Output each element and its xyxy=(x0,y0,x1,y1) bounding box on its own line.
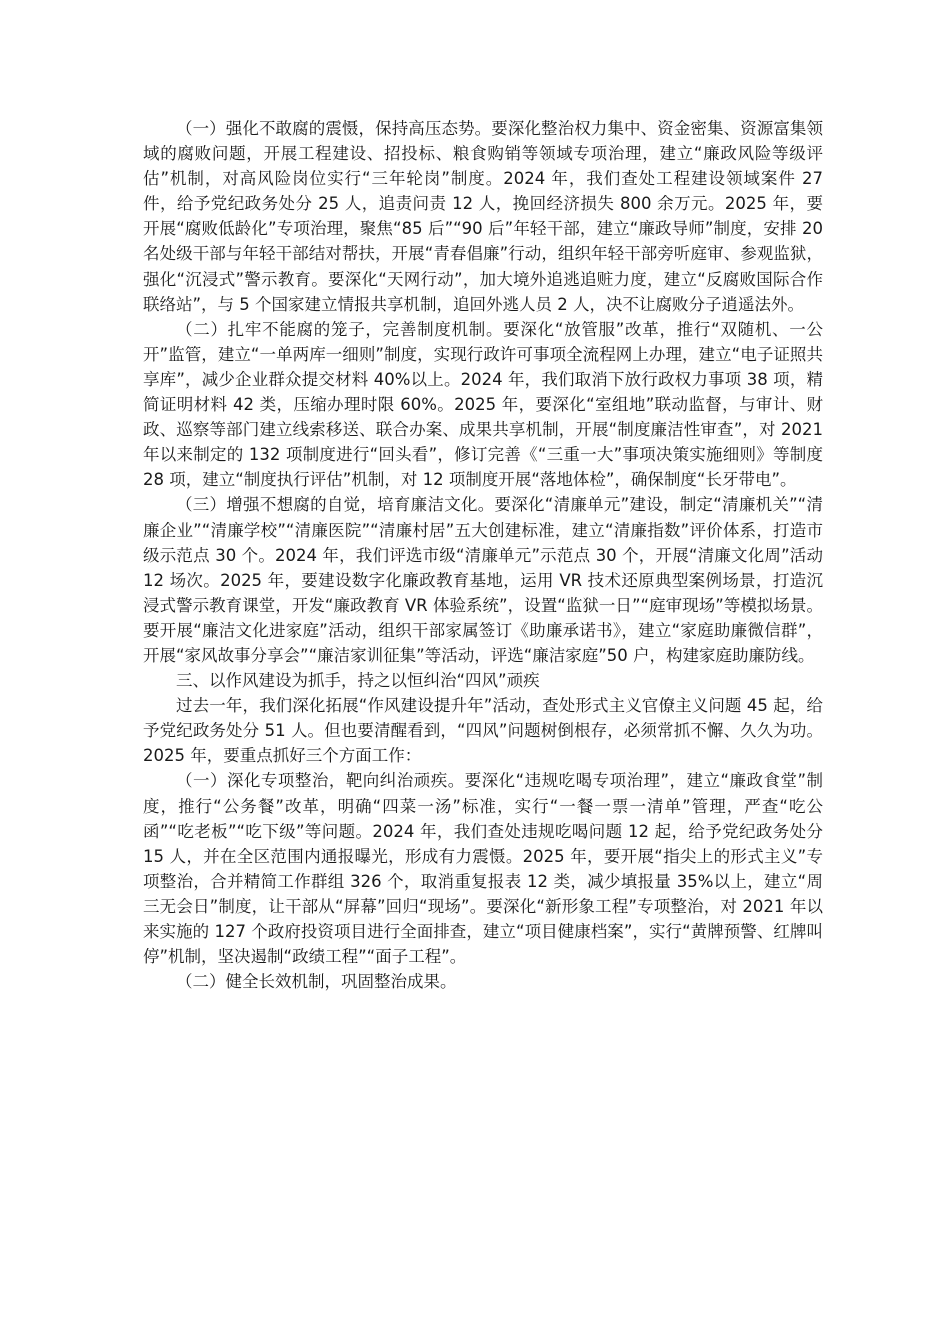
document-body xyxy=(143,116,823,994)
paragraph-special-rectification: （一）深化专项整治，靶向纠治顽疾。要深化“违规吃喝专项治理”，建立“廉政食堂”制度，推行“公务餐”改革，明确“四菜一汤”标准，实行“一餐一票一清单”管理，严查“吃公函”“吃老板”“吃下级”等问题。2024 年，我们查处违规吃喝问题 12 起，给予党纪政务处分 15 人，并在全区范围内通报曝光，形成有力震慑。2025 年，要开展“指尖上的形式主义”专项整治，合并精简工作群组 326 个，取消重复报表 12 类，减少填报量 35%以上，建立“周三无会日”制度，让干部从“屏幕”回归“现场”。要深化“新形象工程”专项整治，对 2021 年以来实施的 127 个政府投资项目进行全面排查，建立“项目健康档案”，实行“黄牌预警、红牌叫停”机制，坚决遏制“政绩工程”“面子工程”。 xyxy=(143,771,823,967)
paragraph-long-term-mechanism: （二）健全长效机制，巩固整治成果。 xyxy=(176,972,457,992)
paragraph-work-style-intro: 过去一年，我们深化拓展“作风建设提升年”活动，查处形式主义官僚主义问题 45 起，给予党纪政务处分 51 人。但也要清醒看到，“四风”问题树倒根存，必须常抓不懈、久久为功。2025 年，要重点抓好三个方面工作： xyxy=(143,696,823,766)
paragraph-institutions: （二）扎牢不能腐的笼子，完善制度机制。要深化“放管服”改革，推行“双随机、一公开”监管，建立“一单两库一细则”制度，实现行政许可事项全流程网上办理，建立“电子证照共享库”，减少企业群众提交材料 40%以上。2024 年，我们取消下放行政权力事项 38 项，精简证明材料 42 类，压缩办理时限 60%。2025 年，要深化“室组地”联动监督，与审计、财政、巡察等部门建立线索移送、联合办案、成果共享机制，开展“制度廉洁性审查”，对 2021 年以来制定的 132 项制度进行“回头看”，修订完善《“三重一大”事项决策实施细则》等制度 28 项，建立“制度执行评估”机制，对 12 项制度开展“落地体检”，确保制度“长牙带电”。 xyxy=(143,319,823,490)
paragraph-deterrence: （一）强化不敢腐的震慑，保持高压态势。要深化整治权力集中、资金密集、资源富集领域的腐败问题，开展工程建设、招投标、粮食购销等领域专项治理，建立“廉政风险等级评估”机制，对高风险岗位实行“三年轮岗”制度。2024 年，我们查处工程建设领域案件 27 件，给予党纪政务处分 25 人，追责问责 12 人，挽回经济损失 800 余万元。2025 年，要开展“腐败低龄化”专项治理，聚焦“85 后”“90 后”年轻干部，建立“廉政导师”制度，安排 20 名处级干部与年轻干部结对帮扶，开展“青春倡廉”行动，组织年轻干部旁听庭审、参观监狱，强化“沉浸式”警示教育。要深化“天网行动”，加大境外追逃追赃力度，建立“反腐败国际合作联络站”，与 5 个国家建立情报共享机制，追回外逃人员 2 人，决不让腐败分子逍遥法外。 xyxy=(143,119,823,314)
section-heading: 三、以作风建设为抓手，持之以恒纠治“四风”顽疾 xyxy=(176,671,540,691)
paragraph-integrity-culture: （三）增强不想腐的自觉，培育廉洁文化。要深化“清廉单元”建设，制定“清廉机关”“清廉企业”“清廉学校”“清廉医院”“清廉村居”五大创建标准，建立“清廉指数”评价体系，打造市级示范点 30 个。2024 年，我们评选市级“清廉单元”示范点 30 个，开展“清廉文化周”活动 12 场次。2025 年，要建设数字化廉政教育基地，运用 VR 技术还原典型案例场景，打造沉浸式警示教育课堂，开发“廉政教育 VR 体验系统”，设置“监狱一日”“庭审现场”等模拟场景。要开展“廉洁文化进家庭”活动，组织干部家属签订《助廉承诺书》，建立“家庭助廉微信群”，开展“家风故事分享会”“廉洁家训征集”等活动，评选“廉洁家庭”50 户，构建家庭助廉防线。 xyxy=(143,495,823,665)
